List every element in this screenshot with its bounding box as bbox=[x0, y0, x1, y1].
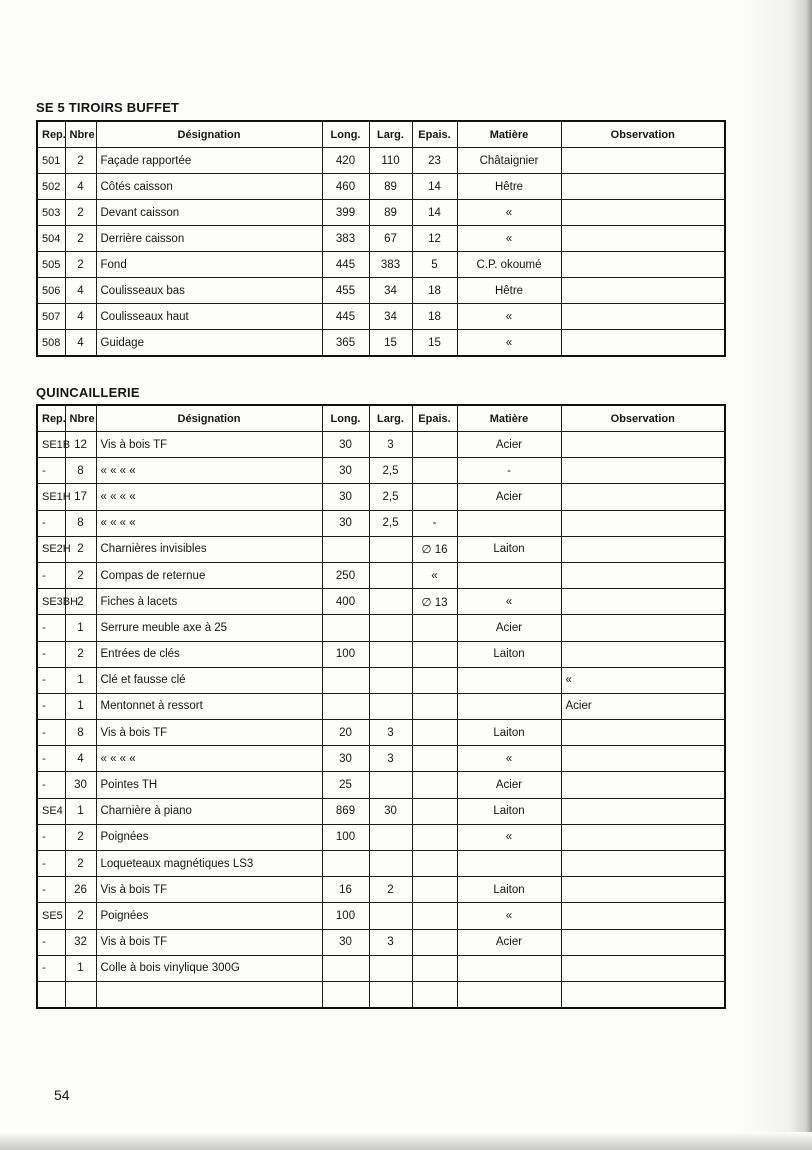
table-row bbox=[37, 772, 725, 798]
cell-larg: 34 bbox=[369, 304, 412, 330]
cell-epais bbox=[412, 772, 457, 798]
cell-designation: Vis à bois TF bbox=[96, 877, 322, 903]
cell-long: 20 bbox=[322, 720, 369, 746]
cell-matiere: « bbox=[457, 330, 561, 357]
cell-larg bbox=[369, 536, 412, 562]
cell-larg bbox=[369, 955, 412, 981]
table-row bbox=[37, 929, 725, 955]
cell-designation: « « « « bbox=[96, 510, 322, 536]
cell-matiere bbox=[457, 510, 561, 536]
cell-matiere: Acier bbox=[457, 929, 561, 955]
cell-long: 16 bbox=[322, 877, 369, 903]
cell-designation: « « « « bbox=[96, 746, 322, 772]
cell-observation bbox=[561, 641, 725, 667]
cell-observation bbox=[561, 304, 725, 330]
cell-rep: 508 bbox=[37, 330, 65, 357]
table-row bbox=[37, 304, 725, 330]
cell-matiere: Laiton bbox=[457, 641, 561, 667]
cell-designation: Côtés caisson bbox=[96, 174, 322, 200]
cell-designation: Fond bbox=[96, 252, 322, 278]
cell-designation: Coulisseaux haut bbox=[96, 304, 322, 330]
cell-observation bbox=[561, 929, 725, 955]
cell-epais bbox=[412, 615, 457, 641]
cell-epais bbox=[412, 824, 457, 850]
cell-rep: - bbox=[37, 693, 65, 719]
cell-matiere bbox=[457, 851, 561, 877]
cell-nbre: 4 bbox=[65, 330, 96, 357]
cell-rep: - bbox=[37, 720, 65, 746]
cell-observation bbox=[561, 798, 725, 824]
table-row bbox=[37, 484, 725, 510]
cell-long: 30 bbox=[322, 510, 369, 536]
cell-long: 30 bbox=[322, 484, 369, 510]
table-row bbox=[37, 720, 725, 746]
cell-observation: Acier bbox=[561, 693, 725, 719]
cell-long: 420 bbox=[322, 148, 369, 174]
cell-designation: Charnières invisibles bbox=[96, 536, 322, 562]
cell-rep: - bbox=[37, 510, 65, 536]
table-row bbox=[37, 667, 725, 693]
cell-matiere: C.P. okoumé bbox=[457, 252, 561, 278]
cell-nbre: 8 bbox=[65, 458, 96, 484]
table-row bbox=[37, 536, 725, 562]
cell-rep: - bbox=[37, 772, 65, 798]
cell-larg bbox=[369, 851, 412, 877]
cell-matiere bbox=[457, 955, 561, 981]
cell-long: 30 bbox=[322, 458, 369, 484]
header-nbre: Nbre bbox=[65, 405, 96, 432]
cell-nbre: 1 bbox=[65, 667, 96, 693]
cell-larg bbox=[369, 903, 412, 929]
header-larg: Larg. bbox=[369, 121, 412, 148]
cell-larg bbox=[369, 562, 412, 588]
cell-larg: 30 bbox=[369, 798, 412, 824]
header-epais: Epais. bbox=[412, 405, 457, 432]
page-edge-shadow bbox=[734, 0, 812, 1150]
cell-designation bbox=[96, 981, 322, 1008]
cell-nbre: 2 bbox=[65, 536, 96, 562]
cell-epais bbox=[412, 432, 457, 458]
cell-observation bbox=[561, 458, 725, 484]
cell-designation: Mentonnet à ressort bbox=[96, 693, 322, 719]
cell-designation: Pointes TH bbox=[96, 772, 322, 798]
cell-observation bbox=[561, 851, 725, 877]
table-row bbox=[37, 200, 725, 226]
cell-rep: - bbox=[37, 929, 65, 955]
cell-larg: 2,5 bbox=[369, 484, 412, 510]
cell-larg: 89 bbox=[369, 174, 412, 200]
cell-rep: - bbox=[37, 562, 65, 588]
cell-rep: SE4 bbox=[37, 798, 65, 824]
table-row bbox=[37, 226, 725, 252]
parts-table-quincaillerie bbox=[36, 404, 726, 1009]
cell-nbre: 4 bbox=[65, 746, 96, 772]
cell-epais: 18 bbox=[412, 278, 457, 304]
cell-observation bbox=[561, 981, 725, 1008]
cell-epais bbox=[412, 667, 457, 693]
header-nbre: Nbre bbox=[65, 121, 96, 148]
cell-matiere: Laiton bbox=[457, 720, 561, 746]
cell-nbre: 32 bbox=[65, 929, 96, 955]
cell-matiere bbox=[457, 667, 561, 693]
cell-epais bbox=[412, 929, 457, 955]
cell-designation: Coulisseaux bas bbox=[96, 278, 322, 304]
cell-larg: 383 bbox=[369, 252, 412, 278]
cell-long: 400 bbox=[322, 589, 369, 615]
cell-epais: 14 bbox=[412, 174, 457, 200]
cell-nbre: 2 bbox=[65, 562, 96, 588]
cell-rep: 504 bbox=[37, 226, 65, 252]
cell-observation bbox=[561, 174, 725, 200]
cell-designation: Clé et fausse clé bbox=[96, 667, 322, 693]
cell-nbre: 1 bbox=[65, 798, 96, 824]
cell-epais bbox=[412, 693, 457, 719]
cell-nbre: 2 bbox=[65, 589, 96, 615]
header-long: Long. bbox=[322, 121, 369, 148]
page-number: 54 bbox=[54, 1087, 70, 1103]
table-row bbox=[37, 955, 725, 981]
cell-designation: Devant caisson bbox=[96, 200, 322, 226]
cell-matiere: Acier bbox=[457, 432, 561, 458]
cell-matiere: « bbox=[457, 824, 561, 850]
cell-matiere bbox=[457, 562, 561, 588]
cell-epais bbox=[412, 981, 457, 1008]
cell-larg: 3 bbox=[369, 746, 412, 772]
cell-long: 399 bbox=[322, 200, 369, 226]
header-larg: Larg. bbox=[369, 405, 412, 432]
cell-matiere: - bbox=[457, 458, 561, 484]
cell-long bbox=[322, 693, 369, 719]
cell-larg: 3 bbox=[369, 720, 412, 746]
cell-long: 365 bbox=[322, 330, 369, 357]
cell-nbre: 2 bbox=[65, 148, 96, 174]
cell-long: 100 bbox=[322, 824, 369, 850]
cell-long: 30 bbox=[322, 929, 369, 955]
cell-nbre: 1 bbox=[65, 615, 96, 641]
header-long: Long. bbox=[322, 405, 369, 432]
cell-matiere: Laiton bbox=[457, 798, 561, 824]
cell-matiere: « bbox=[457, 304, 561, 330]
cell-rep: - bbox=[37, 458, 65, 484]
cell-rep: SE1H bbox=[37, 484, 65, 510]
cell-larg: 89 bbox=[369, 200, 412, 226]
cell-nbre bbox=[65, 981, 96, 1008]
table-row bbox=[37, 458, 725, 484]
cell-designation: Derrière caisson bbox=[96, 226, 322, 252]
cell-nbre: 30 bbox=[65, 772, 96, 798]
cell-observation bbox=[561, 148, 725, 174]
cell-nbre: 2 bbox=[65, 851, 96, 877]
cell-observation bbox=[561, 772, 725, 798]
cell-nbre: 2 bbox=[65, 824, 96, 850]
cell-nbre: 2 bbox=[65, 903, 96, 929]
cell-rep: 503 bbox=[37, 200, 65, 226]
cell-designation: Vis à bois TF bbox=[96, 432, 322, 458]
cell-matiere: Acier bbox=[457, 484, 561, 510]
cell-epais: ∅ 16 bbox=[412, 536, 457, 562]
cell-epais bbox=[412, 877, 457, 903]
header-epais: Epais. bbox=[412, 121, 457, 148]
cell-long: 445 bbox=[322, 252, 369, 278]
table-row bbox=[37, 981, 725, 1008]
header-observation: Observation bbox=[561, 121, 725, 148]
cell-rep: SE1B bbox=[37, 432, 65, 458]
cell-designation: Colle à bois vinylique 300G bbox=[96, 955, 322, 981]
cell-long: 869 bbox=[322, 798, 369, 824]
cell-rep: - bbox=[37, 641, 65, 667]
cell-rep: 501 bbox=[37, 148, 65, 174]
cell-rep: - bbox=[37, 746, 65, 772]
cell-larg bbox=[369, 667, 412, 693]
cell-rep: - bbox=[37, 851, 65, 877]
cell-designation: Compas de reternue bbox=[96, 562, 322, 588]
cell-epais: « bbox=[412, 562, 457, 588]
cell-epais: 15 bbox=[412, 330, 457, 357]
cell-nbre: 4 bbox=[65, 278, 96, 304]
cell-larg bbox=[369, 772, 412, 798]
section-title-tiroirs: SE 5 TIROIRS BUFFET bbox=[36, 100, 180, 115]
cell-designation: « « « « bbox=[96, 484, 322, 510]
cell-rep: 507 bbox=[37, 304, 65, 330]
cell-observation bbox=[561, 562, 725, 588]
cell-nbre: 2 bbox=[65, 252, 96, 278]
cell-epais bbox=[412, 798, 457, 824]
cell-epais bbox=[412, 851, 457, 877]
cell-rep bbox=[37, 981, 65, 1008]
cell-long: 383 bbox=[322, 226, 369, 252]
cell-rep: 505 bbox=[37, 252, 65, 278]
cell-epais: ∅ 13 bbox=[412, 589, 457, 615]
table-row bbox=[37, 798, 725, 824]
cell-long: 100 bbox=[322, 641, 369, 667]
table-row bbox=[37, 824, 725, 850]
header-observation: Observation bbox=[561, 405, 725, 432]
cell-epais bbox=[412, 720, 457, 746]
cell-larg: 110 bbox=[369, 148, 412, 174]
cell-nbre: 17 bbox=[65, 484, 96, 510]
cell-nbre: 4 bbox=[65, 174, 96, 200]
cell-larg bbox=[369, 981, 412, 1008]
cell-designation: Fiches à lacets bbox=[96, 589, 322, 615]
cell-epais bbox=[412, 903, 457, 929]
cell-matiere: Châtaignier bbox=[457, 148, 561, 174]
cell-epais: - bbox=[412, 510, 457, 536]
table-row bbox=[37, 174, 725, 200]
cell-nbre: 26 bbox=[65, 877, 96, 903]
table-row bbox=[37, 903, 725, 929]
cell-larg bbox=[369, 641, 412, 667]
cell-observation bbox=[561, 955, 725, 981]
cell-matiere: Hêtre bbox=[457, 278, 561, 304]
cell-designation: « « « « bbox=[96, 458, 322, 484]
table-row bbox=[37, 589, 725, 615]
cell-larg bbox=[369, 589, 412, 615]
header-matiere: Matière bbox=[457, 121, 561, 148]
cell-observation bbox=[561, 432, 725, 458]
cell-larg: 34 bbox=[369, 278, 412, 304]
cell-larg: 2 bbox=[369, 877, 412, 903]
cell-designation: Entrées de clés bbox=[96, 641, 322, 667]
cell-rep: - bbox=[37, 667, 65, 693]
cell-nbre: 4 bbox=[65, 304, 96, 330]
cell-matiere: Hêtre bbox=[457, 174, 561, 200]
cell-larg bbox=[369, 693, 412, 719]
cell-larg: 3 bbox=[369, 432, 412, 458]
table-row bbox=[37, 746, 725, 772]
cell-matiere: Acier bbox=[457, 615, 561, 641]
cell-rep: - bbox=[37, 615, 65, 641]
cell-rep: 506 bbox=[37, 278, 65, 304]
cell-long: 30 bbox=[322, 432, 369, 458]
cell-nbre: 12 bbox=[65, 432, 96, 458]
cell-long: 100 bbox=[322, 903, 369, 929]
cell-larg: 67 bbox=[369, 226, 412, 252]
cell-matiere: « bbox=[457, 589, 561, 615]
cell-long: 455 bbox=[322, 278, 369, 304]
cell-rep: SE3BH bbox=[37, 589, 65, 615]
page-bottom-shadow bbox=[0, 1132, 812, 1150]
cell-designation: Guidage bbox=[96, 330, 322, 357]
cell-observation bbox=[561, 536, 725, 562]
cell-larg: 15 bbox=[369, 330, 412, 357]
cell-epais: 12 bbox=[412, 226, 457, 252]
cell-long: 25 bbox=[322, 772, 369, 798]
cell-observation bbox=[561, 903, 725, 929]
cell-designation: Poignées bbox=[96, 903, 322, 929]
cell-designation: Loqueteaux magnétiques LS3 bbox=[96, 851, 322, 877]
cell-long: 250 bbox=[322, 562, 369, 588]
table-row bbox=[37, 851, 725, 877]
cell-observation bbox=[561, 510, 725, 536]
cell-matiere: Laiton bbox=[457, 536, 561, 562]
cell-observation bbox=[561, 226, 725, 252]
cell-larg: 2,5 bbox=[369, 458, 412, 484]
cell-long bbox=[322, 536, 369, 562]
cell-designation: Façade rapportée bbox=[96, 148, 322, 174]
cell-observation bbox=[561, 746, 725, 772]
cell-nbre: 1 bbox=[65, 693, 96, 719]
cell-epais: 14 bbox=[412, 200, 457, 226]
header-rep: Rep. bbox=[37, 405, 65, 432]
cell-epais bbox=[412, 484, 457, 510]
cell-nbre: 2 bbox=[65, 226, 96, 252]
cell-epais bbox=[412, 641, 457, 667]
cell-rep: SE5 bbox=[37, 903, 65, 929]
cell-rep: 502 bbox=[37, 174, 65, 200]
cell-epais: 5 bbox=[412, 252, 457, 278]
cell-nbre: 8 bbox=[65, 720, 96, 746]
cell-larg bbox=[369, 615, 412, 641]
table-row bbox=[37, 877, 725, 903]
cell-rep: - bbox=[37, 955, 65, 981]
cell-epais bbox=[412, 955, 457, 981]
cell-long bbox=[322, 955, 369, 981]
cell-larg bbox=[369, 824, 412, 850]
cell-designation: Charnière à piano bbox=[96, 798, 322, 824]
cell-observation: « bbox=[561, 667, 725, 693]
section-title-quincaillerie: QUINCAILLERIE bbox=[36, 385, 140, 400]
cell-designation: Poignées bbox=[96, 824, 322, 850]
cell-nbre: 1 bbox=[65, 955, 96, 981]
cell-matiere bbox=[457, 981, 561, 1008]
cell-larg: 2,5 bbox=[369, 510, 412, 536]
cell-observation bbox=[561, 484, 725, 510]
cell-long bbox=[322, 981, 369, 1008]
header-matiere: Matière bbox=[457, 405, 561, 432]
table-row bbox=[37, 148, 725, 174]
cell-observation bbox=[561, 589, 725, 615]
cell-long: 30 bbox=[322, 746, 369, 772]
cell-observation bbox=[561, 824, 725, 850]
cell-epais: 18 bbox=[412, 304, 457, 330]
cell-matiere: « bbox=[457, 200, 561, 226]
cell-observation bbox=[561, 877, 725, 903]
cell-larg: 3 bbox=[369, 929, 412, 955]
header-designation: Désignation bbox=[96, 405, 322, 432]
cell-epais: 23 bbox=[412, 148, 457, 174]
table-row bbox=[37, 330, 725, 357]
table-row bbox=[37, 510, 725, 536]
table-row bbox=[37, 641, 725, 667]
cell-nbre: 8 bbox=[65, 510, 96, 536]
cell-matiere: « bbox=[457, 226, 561, 252]
cell-long bbox=[322, 667, 369, 693]
cell-matiere: Acier bbox=[457, 772, 561, 798]
cell-matiere bbox=[457, 693, 561, 719]
cell-long bbox=[322, 851, 369, 877]
header-rep: Rep. bbox=[37, 121, 65, 148]
table-row bbox=[37, 615, 725, 641]
parts-table-tiroirs bbox=[36, 120, 726, 357]
cell-observation bbox=[561, 252, 725, 278]
cell-nbre: 2 bbox=[65, 641, 96, 667]
cell-long bbox=[322, 615, 369, 641]
table-row bbox=[37, 252, 725, 278]
cell-rep: - bbox=[37, 824, 65, 850]
cell-rep: - bbox=[37, 877, 65, 903]
header-designation: Désignation bbox=[96, 121, 322, 148]
cell-rep: SE2H bbox=[37, 536, 65, 562]
cell-designation: Vis à bois TF bbox=[96, 720, 322, 746]
table-row bbox=[37, 693, 725, 719]
cell-long: 460 bbox=[322, 174, 369, 200]
cell-observation bbox=[561, 615, 725, 641]
cell-epais bbox=[412, 746, 457, 772]
cell-matiere: « bbox=[457, 746, 561, 772]
table-row bbox=[37, 562, 725, 588]
cell-observation bbox=[561, 278, 725, 304]
cell-observation bbox=[561, 720, 725, 746]
cell-long: 445 bbox=[322, 304, 369, 330]
table-row bbox=[37, 278, 725, 304]
cell-nbre: 2 bbox=[65, 200, 96, 226]
cell-matiere: « bbox=[457, 903, 561, 929]
cell-designation: Serrure meuble axe à 25 bbox=[96, 615, 322, 641]
cell-designation: Vis à bois TF bbox=[96, 929, 322, 955]
cell-matiere: Laiton bbox=[457, 877, 561, 903]
table-row bbox=[37, 432, 725, 458]
cell-epais bbox=[412, 458, 457, 484]
cell-observation bbox=[561, 330, 725, 357]
cell-observation bbox=[561, 200, 725, 226]
